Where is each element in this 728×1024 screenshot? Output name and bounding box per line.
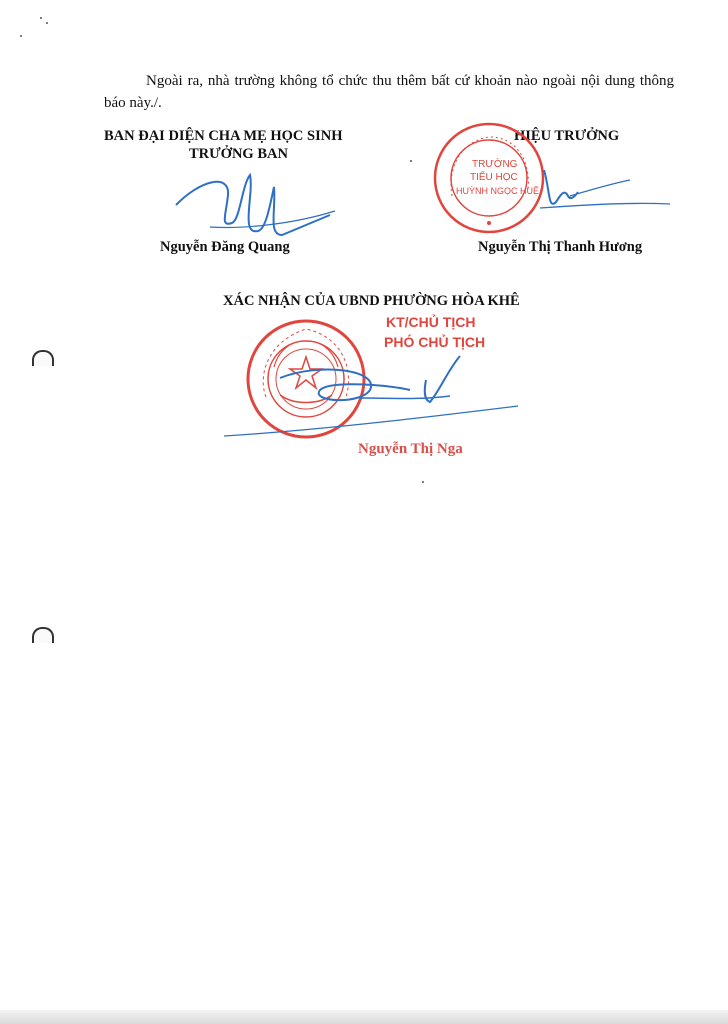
ward-signature [220,350,520,450]
scan-speck [20,35,22,37]
principal-name: Nguyễn Thị Thanh Hương [478,239,643,255]
parent-board-name: Nguyễn Đăng Quang [160,239,290,255]
scan-bottom-edge [0,1010,728,1024]
confirmation-role2: PHÓ CHỦ TỊCH [384,334,486,350]
confirmation-role1: KT/CHỦ TỊCH [386,314,476,330]
scan-speck [410,160,412,162]
principal-title: HIỆU TRƯỞNG [514,128,620,144]
punch-hole [32,350,54,366]
school-stamp-line1: TRƯỜNG [472,159,518,170]
punch-hole [32,627,54,643]
scan-speck [40,17,42,19]
school-stamp-line3: HUỲNH NGỌC HUỆ [456,186,540,196]
parent-board-subtitle: TRƯỞNG BAN [189,146,288,162]
body-paragraph: Ngoài ra, nhà trường không tổ chức thu thêm bất cứ khoản nào ngoài nội dung thông báo này./. [104,73,674,111]
confirmation-title: XÁC NHẬN CỦA UBND PHƯỜNG HÒA KHÊ [223,293,520,309]
school-stamp-line2: TIỂU HỌC [470,172,518,183]
confirmation-name: Nguyễn Thị Nga [358,441,463,457]
parent-board-title: BAN ĐẠI DIỆN CHA MẸ HỌC SINH [104,128,343,144]
scan-speck [422,481,424,483]
scan-speck [46,22,48,24]
principal-signature [530,160,675,230]
